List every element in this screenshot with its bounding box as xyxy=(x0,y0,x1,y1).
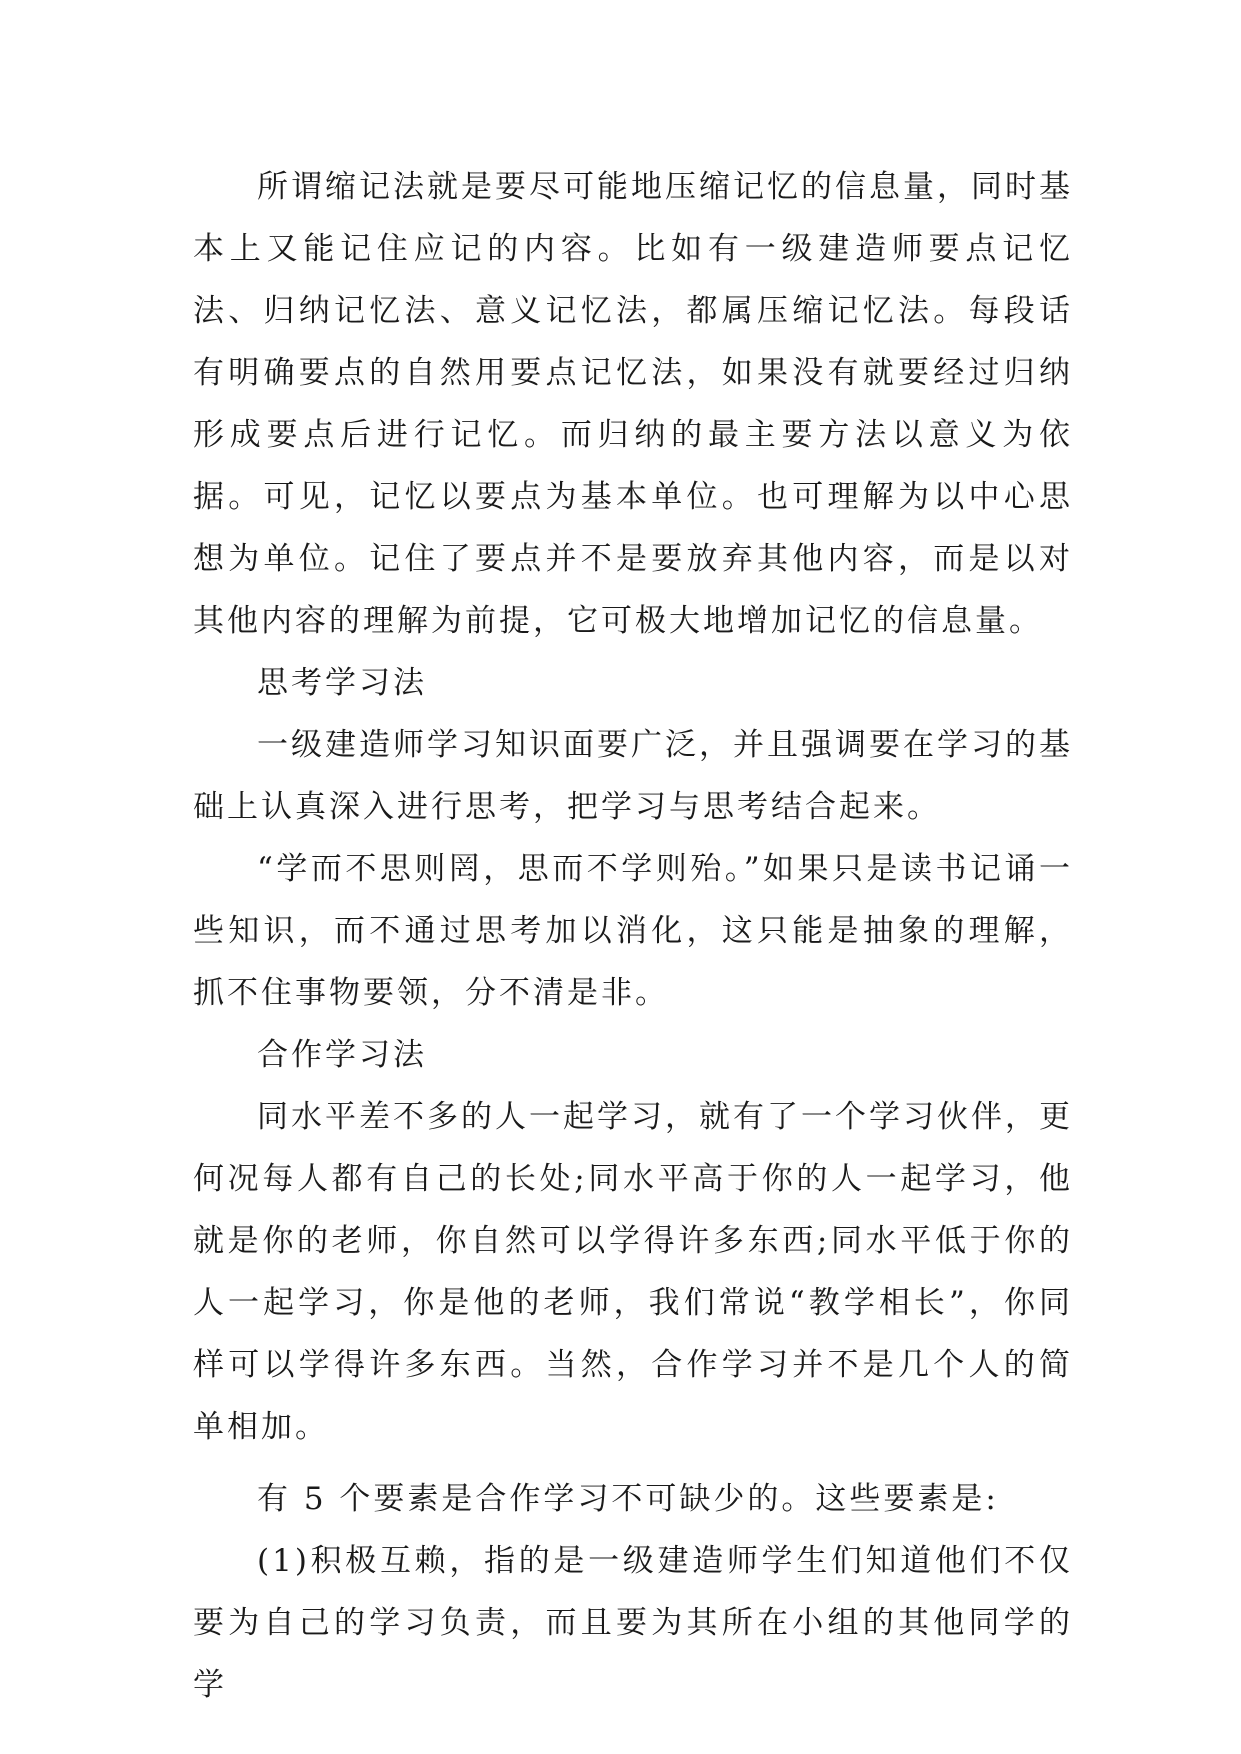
heading-cooperative-method: 合作学习法 xyxy=(257,1037,427,1073)
paragraph-five-elements: 有 5 个要素是合作学习不可缺少的。这些要素是: xyxy=(257,1481,999,1517)
paragraph-thinking-intro: 一级建造师学习知识面要广泛，并且强调要在学习的基础上认真深入进行思考，把学习与思考结合起来。 xyxy=(193,727,1073,825)
document-body xyxy=(193,156,1073,1716)
heading-thinking-method: 思考学习法 xyxy=(257,665,427,701)
paragraph-element-one: (1)积极互赖，指的是一级建造师学生们知道他们不仅要为自己的学习负责，而且要为其所在小组的其他同学的学 xyxy=(193,1543,1073,1703)
paragraph-cooperative-intro: 同水平差不多的人一起学习，就有了一个学习伙伴，更何况每人都有自己的长处;同水平高于你的人一起学习，他就是你的老师，你自然可以学得许多东西;同水平低于你的人一起学习，你是他的老师，我们常说“教学相长”，你同样可以学得许多东西。当然，合作学习并不是几个人的简单相加。 xyxy=(193,1099,1073,1445)
paragraph-thinking-quote: “学而不思则罔，思而不学则殆。”如果只是读书记诵一些知识，而不通过思考加以消化，这只能是抽象的理解，抓不住事物要领，分不清是非。 xyxy=(193,851,1073,1011)
paragraph-condensed-memory: 所谓缩记法就是要尽可能地压缩记忆的信息量，同时基本上又能记住应记的内容。比如有一级建造师要点记忆法、归纳记忆法、意义记忆法，都属压缩记忆法。每段话有明确要点的自然用要点记忆法，如果没有就要经过归纳形成要点后进行记忆。而归纳的最主要方法以意义为依据。可见，记忆以要点为基本单位。也可理解为以中心思想为单位。记住了要点并不是要放弃其他内容，而是以对其他内容的理解为前提，它可极大地增加记忆的信息量。 xyxy=(193,169,1073,639)
paragraph-spacer xyxy=(193,1458,1073,1468)
